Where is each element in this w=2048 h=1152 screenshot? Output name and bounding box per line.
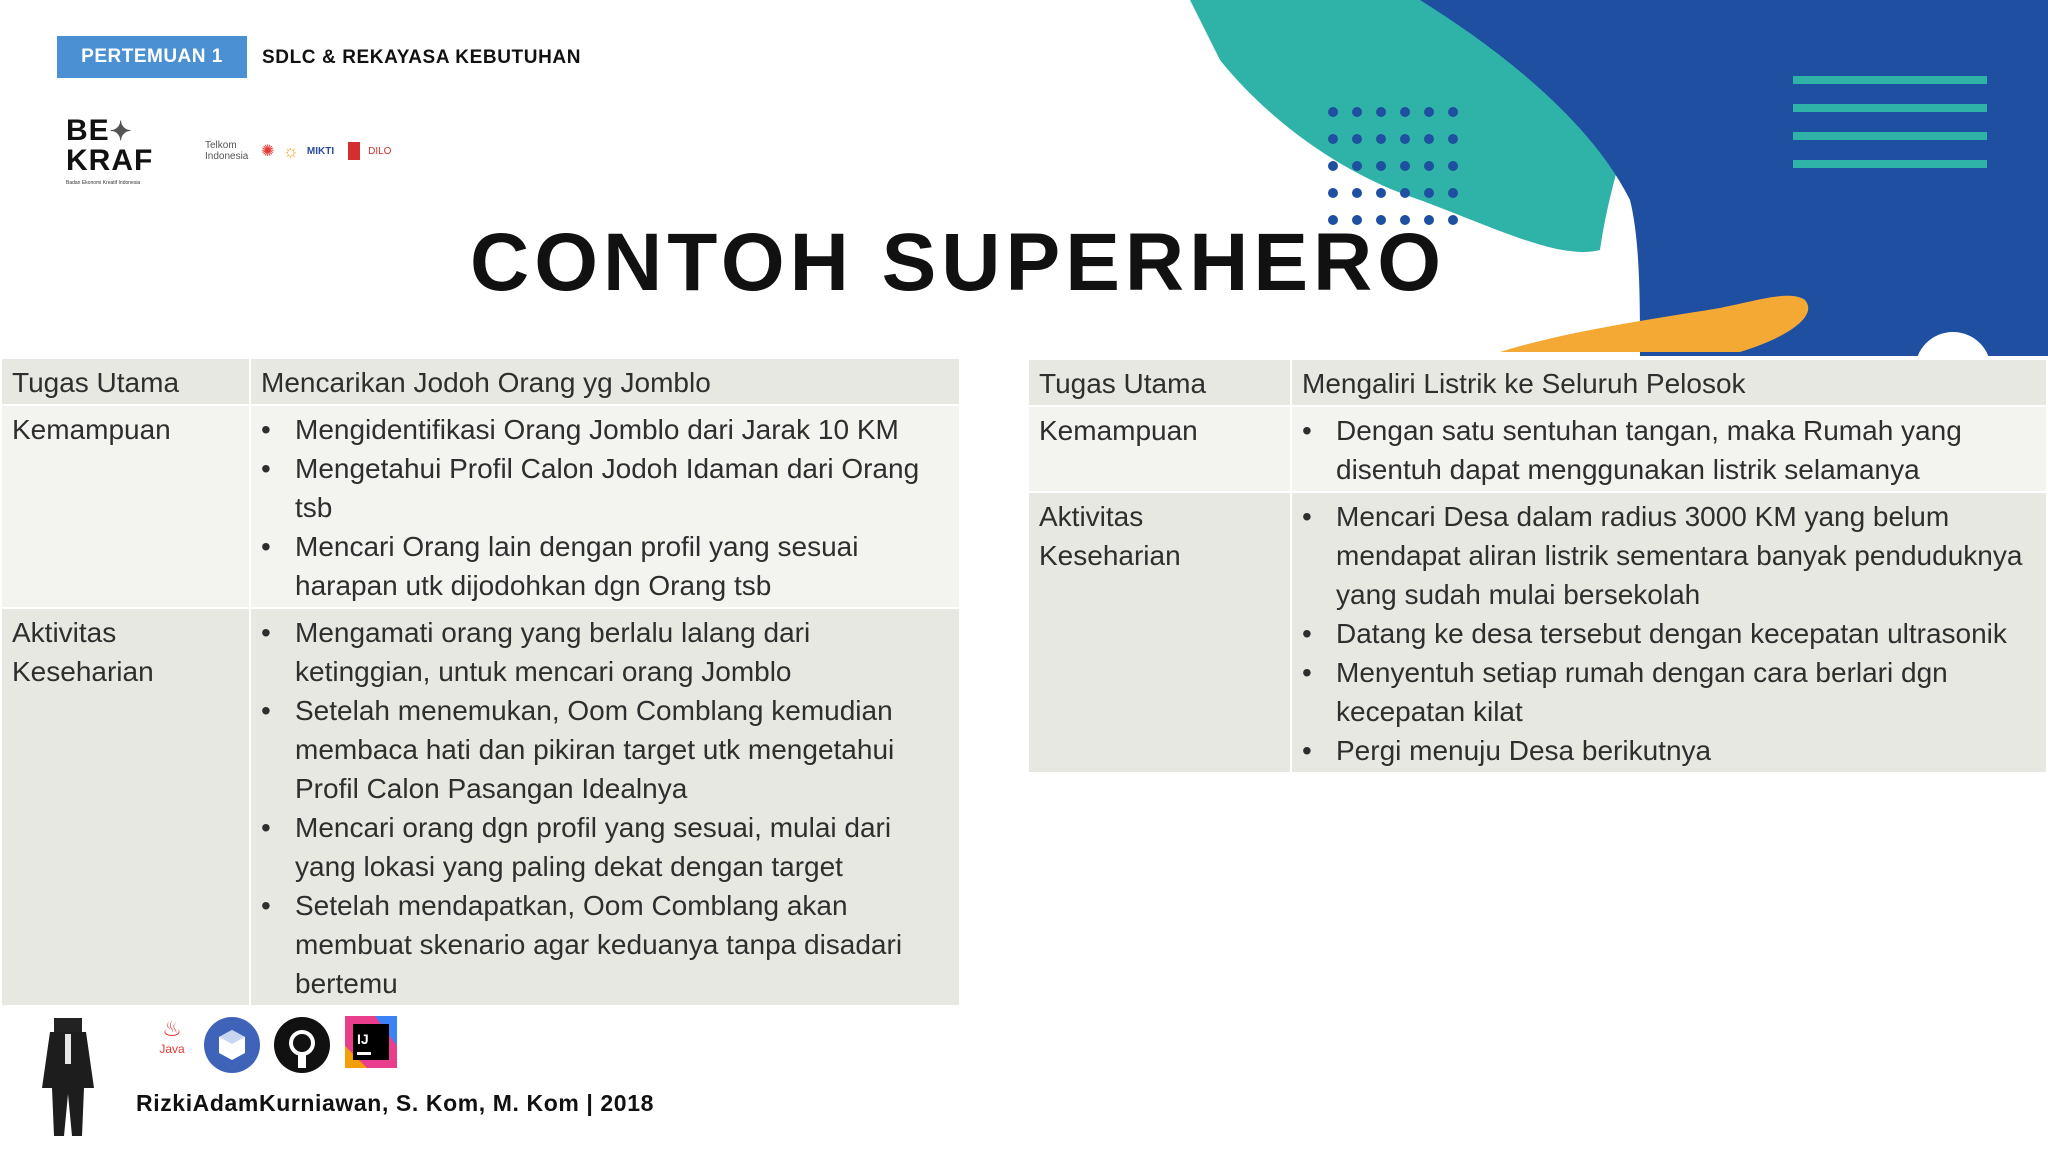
table-row bbox=[1028, 492, 2047, 773]
row-bullet-list bbox=[250, 608, 960, 1006]
list-item: • Mengamati orang yang berlalu lalang dari ketinggian, untuk mencari orang Jomblo bbox=[295, 613, 949, 691]
partner-logos bbox=[205, 140, 391, 162]
course-title: SDLC & REKAYASA KEBUTUHAN bbox=[262, 47, 582, 68]
list-item: • Dengan satu sentuhan tangan, maka Rumah yang disentuh dapat menggunakan listrik selamanya bbox=[1336, 411, 2036, 489]
session-badge: PERTEMUAN 1 bbox=[57, 36, 247, 78]
list-item: • Menyentuh setiap rumah dengan cara berlari dgn kecepatan kilat bbox=[1336, 653, 2036, 731]
dilo-icon bbox=[348, 142, 360, 160]
table-row bbox=[1028, 406, 2047, 492]
person-figure-icon bbox=[28, 1018, 108, 1138]
bekraf-logo: BE✦ KRAF Badan Ekonomi Kreatif Indonesia bbox=[66, 114, 154, 186]
row-value: Mencarikan Jodoh Orang yg Jomblo bbox=[250, 358, 960, 405]
row-label: Kemampuan bbox=[1, 405, 250, 608]
author-credit: RizkiAdamKurniawan, S. Kom, M. Kom | 2018 bbox=[136, 1090, 654, 1116]
row-bullet-list bbox=[250, 405, 960, 608]
telkom-logo: Telkom Indonesia bbox=[205, 140, 249, 162]
page-title: CONTOH SUPERHERO bbox=[470, 217, 1447, 308]
row-value: Mengaliri Listrik ke Seluruh Pelosok bbox=[1291, 359, 2047, 406]
mikti-logo: MIKTI bbox=[306, 145, 335, 157]
cube-icon bbox=[203, 1016, 261, 1074]
row-label: Tugas Utama bbox=[1028, 359, 1291, 406]
table-row bbox=[1, 358, 960, 405]
list-item: • Mencari Desa dalam radius 3000 KM yang belum mendapat aliran listrik sementara banyak penduduknya yang sudah mulai bersekolah bbox=[1336, 497, 2036, 614]
list-item: • Mencari Orang lain dengan profil yang sesuai harapan utk dijodohkan dgn Orang tsb bbox=[295, 527, 949, 605]
bullet-list bbox=[261, 410, 949, 605]
bullet-list bbox=[1302, 497, 2036, 770]
list-item: • Pergi menuju Desa berikutnya bbox=[1336, 731, 2036, 770]
table-row bbox=[1, 405, 960, 608]
row-label: Kemampuan bbox=[1028, 406, 1291, 492]
bullet-list bbox=[261, 613, 949, 1003]
list-item: • Mengetahui Profil Calon Jodoh Idaman dari Orang tsb bbox=[295, 449, 949, 527]
row-label: Aktivitas Keseharian bbox=[1, 608, 250, 1006]
intellij-icon bbox=[345, 1016, 397, 1068]
mikti-icon: ☼ bbox=[282, 140, 299, 161]
table-row bbox=[1028, 359, 2047, 406]
list-item: • Datang ke desa tersebut dengan kecepatan ultrasonik bbox=[1336, 614, 2036, 653]
list-item: • Mengidentifikasi Orang Jomblo dari Jarak 10 KM bbox=[295, 410, 949, 449]
row-label: Aktivitas Keseharian bbox=[1028, 492, 1291, 773]
list-item: • Setelah mendapatkan, Oom Comblang akan membuat skenario agar keduanya tanpa disadari bertemu bbox=[295, 886, 949, 1003]
telkom-icon: ✺ bbox=[261, 143, 275, 160]
row-bullet-list bbox=[1291, 406, 2047, 492]
row-label: Tugas Utama bbox=[1, 358, 250, 405]
dilo-logo: DILO bbox=[368, 145, 392, 157]
table-row bbox=[1, 608, 960, 1006]
list-item: • Mencari orang dgn profil yang sesuai, mulai dari yang lokasi yang paling dekat dengan target bbox=[295, 808, 949, 886]
right-superhero-table bbox=[1027, 358, 2048, 774]
svg-text:IJ: IJ bbox=[357, 1031, 369, 1047]
left-superhero-table bbox=[0, 357, 961, 1007]
row-bullet-list bbox=[1291, 492, 2047, 773]
github-icon bbox=[273, 1016, 331, 1074]
list-item: • Setelah menemukan, Oom Comblang kemudian membaca hati dan pikiran target utk mengetahui Profil Calon Pasangan Idealnya bbox=[295, 691, 949, 808]
bullet-list bbox=[1302, 411, 2036, 489]
java-icon: ♨ Java bbox=[159, 1016, 185, 1056]
